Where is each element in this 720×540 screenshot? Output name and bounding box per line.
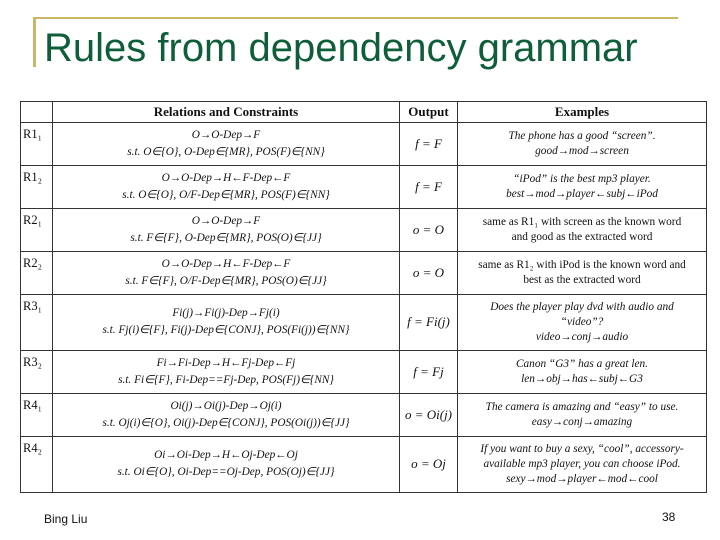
example-parse: easy→conj→amazing xyxy=(531,415,633,428)
rules-table xyxy=(20,101,707,493)
table-row xyxy=(21,165,707,208)
header-rule xyxy=(21,102,53,123)
example-parse: and good as the extracted word xyxy=(511,230,653,243)
relation-line: Fi(j)→Fi(j)-Dep→Fj(i) xyxy=(172,307,280,320)
rule-id: R1₁ xyxy=(21,123,53,166)
constraint-line: s.t. O∈{O}, O-Dep∈{MR}, POS(F)∈{NN} xyxy=(127,145,325,158)
example-cell xyxy=(458,165,707,208)
example-cell xyxy=(458,436,707,492)
example-parse: best→mod→player←subj←iPod xyxy=(506,187,658,200)
table-row xyxy=(21,251,707,294)
constraint-line: s.t. O∈{O}, O/F-Dep∈{MR}, POS(F)∈{NN} xyxy=(122,188,330,201)
example-cell xyxy=(458,251,707,294)
example-sentence-cont: “video”? xyxy=(560,315,604,328)
relation-cell xyxy=(53,350,400,393)
relation-line: O→O-Dep→H←F-Dep←F xyxy=(161,257,291,270)
example-cell xyxy=(458,294,707,350)
rule-id: R3₂ xyxy=(21,350,53,393)
example-parse: video→conj→audio xyxy=(535,330,629,343)
header-examples: Examples xyxy=(458,102,707,123)
page-number: 38 xyxy=(662,510,676,524)
example-parse: len→obj→has←subj←G3 xyxy=(521,372,643,385)
table-row xyxy=(21,208,707,251)
table-row xyxy=(21,393,707,436)
example-cell xyxy=(458,208,707,251)
output-cell: o = Oj xyxy=(400,436,458,492)
rule-id: R2₁ xyxy=(21,208,53,251)
relation-line: O→O-Dep→H←F-Dep←F xyxy=(161,171,291,184)
rule-id: R3₁ xyxy=(21,294,53,350)
table-row xyxy=(21,436,707,492)
output-cell: f = F xyxy=(400,165,458,208)
example-sentence: Canon “G3” has a great len. xyxy=(515,357,648,370)
output-cell: o = Oi(j) xyxy=(400,393,458,436)
table-row xyxy=(21,294,707,350)
header-relations: Relations and Constraints xyxy=(53,102,400,123)
header-output: Output xyxy=(400,102,458,123)
rule-id: R1₂ xyxy=(21,165,53,208)
example-sentence: same as R1₂ with iPod is the known word and xyxy=(478,258,686,271)
relation-cell xyxy=(53,251,400,294)
output-cell: o = O xyxy=(400,208,458,251)
example-sentence-cont: available mp3 player, you can choose iPod. xyxy=(483,457,681,470)
relation-cell xyxy=(53,393,400,436)
example-sentence: The camera is amazing and “easy” to use. xyxy=(485,400,679,413)
output-cell: o = O xyxy=(400,251,458,294)
example-sentence: “iPod” is the best mp3 player. xyxy=(513,172,651,185)
relation-line: Oi(j)→Oi(j)-Dep→Oj(i) xyxy=(170,399,282,412)
rules-table-wrapper xyxy=(20,101,706,493)
example-cell xyxy=(458,123,707,166)
example-sentence: If you want to buy a sexy, “cool”, accessory- xyxy=(480,442,684,455)
relation-cell xyxy=(53,208,400,251)
output-cell: f = Fi(j) xyxy=(400,294,458,350)
constraint-line: s.t. F∈{F}, O-Dep∈{MR}, POS(O)∈{JJ} xyxy=(130,231,322,244)
slide-title: Rules from dependency grammar xyxy=(44,26,638,70)
rule-id: R2₂ xyxy=(21,251,53,294)
constraint-line: s.t. Fj(i)∈{F}, Fi(j)-Dep∈{CONJ}, POS(Fi(j))∈{NN} xyxy=(102,324,350,337)
relation-line: O→O-Dep→F xyxy=(191,214,261,227)
relation-cell xyxy=(53,436,400,492)
title-rule-vertical xyxy=(33,17,36,67)
table-row xyxy=(21,350,707,393)
constraint-line: s.t. Oi∈{O}, Oi-Dep==Oj-Dep, POS(Oj)∈{JJ} xyxy=(117,466,335,479)
example-sentence: The phone has a good “screen”. xyxy=(508,129,656,142)
constraint-line: s.t. F∈{F}, O/F-Dep∈{MR}, POS(O)∈{JJ} xyxy=(125,274,327,287)
example-cell xyxy=(458,350,707,393)
rule-id: R4₂ xyxy=(21,436,53,492)
rule-id: R4₁ xyxy=(21,393,53,436)
footer-author: Bing Liu xyxy=(44,512,88,526)
title-rule-horizontal xyxy=(34,17,678,19)
relation-cell xyxy=(53,123,400,166)
constraint-line: s.t. Fi∈{F}, Fi-Dep==Fj-Dep, POS(Fj)∈{NN} xyxy=(118,373,334,386)
example-sentence: Does the player play dvd with audio and xyxy=(490,300,674,313)
table-header-row xyxy=(21,102,707,123)
table-row xyxy=(21,123,707,166)
output-cell: f = Fj xyxy=(400,350,458,393)
relation-line: Oi→Oi-Dep→H←Oj-Dep←Oj xyxy=(154,449,298,462)
example-sentence: same as R1₁ with screen as the known word xyxy=(482,215,682,228)
example-parse: good→mod→screen xyxy=(535,144,629,157)
example-parse: sexy→mod→player←mod←cool xyxy=(506,472,658,485)
output-cell: f = F xyxy=(400,123,458,166)
example-cell xyxy=(458,393,707,436)
example-parse: best as the extracted word xyxy=(523,273,641,286)
relation-line: O→O-Dep→F xyxy=(191,128,261,141)
relation-cell xyxy=(53,294,400,350)
constraint-line: s.t. Oj(i)∈{O}, Oi(j)-Dep∈{CONJ}, POS(Oi(j))∈{JJ} xyxy=(102,416,350,429)
relation-cell xyxy=(53,165,400,208)
relation-line: Fi→Fi-Dep→H←Fj-Dep←Fj xyxy=(156,356,296,369)
